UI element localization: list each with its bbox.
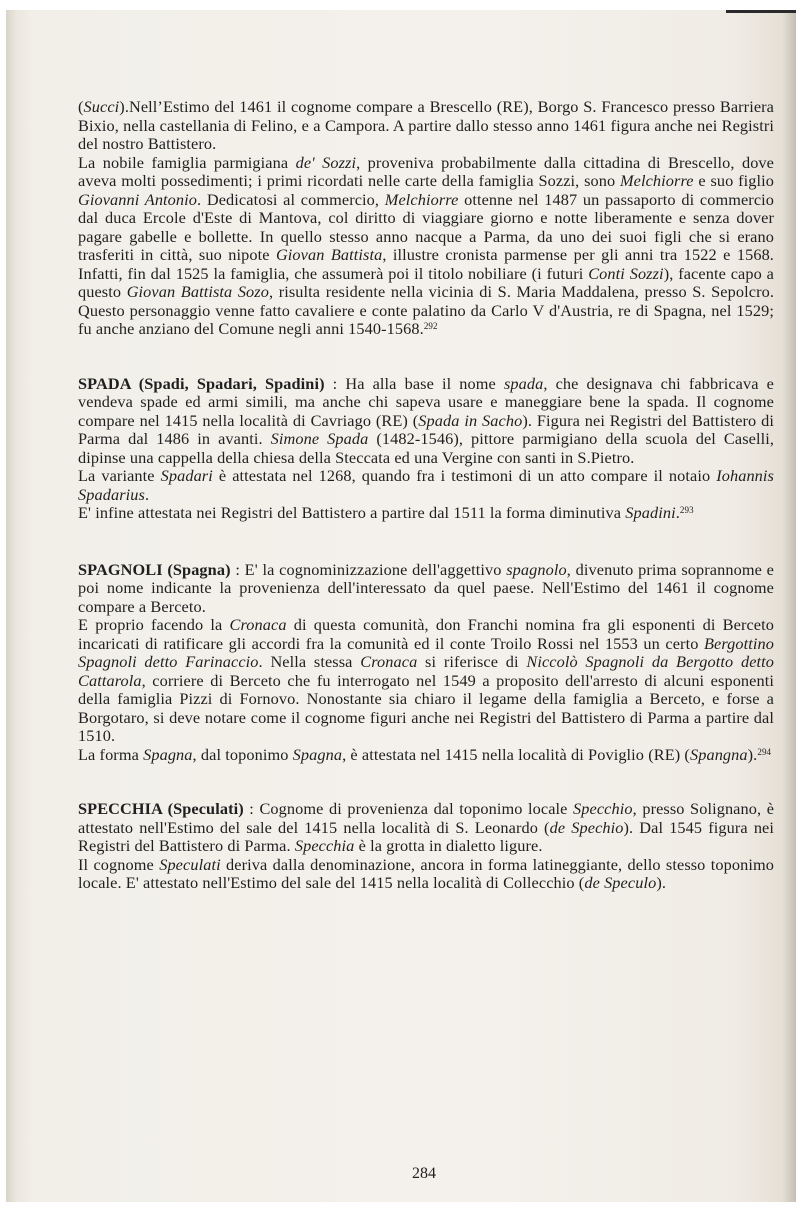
italic-term: Giovan Battista Sozo xyxy=(126,282,269,301)
entry-spagnoli xyxy=(78,561,774,765)
italic-term: Specchio xyxy=(573,799,633,818)
italic-term: Simone Spada xyxy=(270,429,369,448)
italic-term: Niccolò Spagnoli da Bergotto detto Cattarola xyxy=(78,652,775,690)
page-spine-shadow xyxy=(782,10,796,1202)
italic-term: Spagna xyxy=(143,744,193,764)
entry-specchia xyxy=(78,800,774,893)
italic-term: Spadini xyxy=(625,503,676,522)
italic-term: de' Sozzi xyxy=(295,152,357,172)
italic-term: Speculati xyxy=(159,854,221,874)
italic-term: spagnolo xyxy=(506,559,567,579)
italic-term: Giovanni Antonio xyxy=(78,189,198,209)
italic-term: Melchiorre xyxy=(384,189,459,209)
footnote-ref: 294 xyxy=(757,746,772,757)
italic-term: Spadari xyxy=(160,466,213,485)
entry-spada-p2: La variante Spadari è attestata nel 1268, quando fra i testimoni di un atto compare il notaio Iohannis Spadarius. xyxy=(78,466,774,504)
italic-term: Conti Sozzi xyxy=(588,263,664,283)
entry-headword: SPADA (Spadi, Spadari, Spadini) xyxy=(78,373,325,393)
entry-spada xyxy=(78,375,774,523)
page-number: 284 xyxy=(412,1165,436,1182)
entry-specchia-p1: SPECCHIA (Speculati) : Cognome di provenienza dal toponimo locale Specchio, presso Solignano, è attestato nell'Estimo del sale del 1415 nella località di S. Leonardo (de Spechio). Dal 1545 figura nei Registri del Battistero di Parma. Specchia è la grotta in dialetto ligure. xyxy=(78,799,775,855)
italic-term: Bergottino Spagnoli detto Farinaccio xyxy=(78,633,774,671)
page-corner-mark xyxy=(726,10,796,13)
italic-term: Melchiorre xyxy=(619,171,694,190)
footnote-ref: 293 xyxy=(679,505,694,515)
italic-term: Cronaca xyxy=(360,652,418,671)
italic-term: Giovan Battista xyxy=(275,245,383,264)
italic-term: Spagna xyxy=(292,744,343,764)
page-body xyxy=(78,98,774,893)
entry-specchia-p2: Il cognome Speculati deriva dalla denominazione, ancora in forma latineggiante, dello stesso toponimo locale. E' attestato nell'Estimo del sale del 1415 nella località di Collecchio (de Speculo). xyxy=(78,854,774,892)
italic-term: Spangna xyxy=(689,744,748,764)
footnote-ref: 292 xyxy=(423,321,438,331)
italic-term: de Spechio xyxy=(549,817,624,837)
entry-headword: SPECCHIA (Speculati) xyxy=(78,799,244,818)
intro-paragraph-1: (Succi).Nell’Estimo del 1461 il cognome compare a Brescello (RE), Borgo S. Francesco presso Barriera Bixio, nella castellania di Felino, e a Campora. A partire dallo stesso anno 1461 figura anche nei Registri del nostro Battistero. xyxy=(78,97,774,153)
entry-spada-p1: SPADA (Spadi, Spadari, Spadini) : Ha alla base il nome spada, che designava chi fabbricava e vendeva spade ed armi simili, ma anche chi sapeva usare e maneggiare bene la spada. Il cognome compare nel 1415 nella località di Cavriago (RE) (Spada in Sacho). Figura nei Registri del Battistero di Parma dal 1486 in avanti. Simone Spada (1482-1546), pittore parmigiano della scuola del Caselli, dipinse una cappella della chiesa della Steccata ed una Vergine con santi in S.Pietro. xyxy=(78,373,774,467)
italic-term: spada xyxy=(503,373,544,393)
entry-spagnoli-p2: E proprio facendo la Cronaca di questa comunità, don Franchi nomina fra gli esponenti di Berceto incaricati di ratificare gli accordi fra la comunità ed il conte Troilo Rossi nel 1553 un certo Bergottino Spagnoli detto Farinaccio. Nella stessa Cronaca si riferisce di Niccolò Spagnoli da Bergotto detto Cattarola, corriere di Berceto che fu interrogato nel 1549 a proposito dell'arresto di alcuni esponenti della famiglia Pizzi di Fornovo. Nonostante sia chiaro il legame della famiglia a Berceto, e forse a Borgotaro, si deve notare come il cognome figuri anche nei Registri del Battistero di Parma a partire dal 1510. xyxy=(78,615,775,745)
italic-term: Succi xyxy=(83,97,120,116)
entry-spada-p3: E' infine attestata nei Registri del Battistero a partire dal 1511 la forma diminutiva Spadini.$^{293}$ xyxy=(78,503,694,522)
italic-term: Iohannis Spadarius xyxy=(78,466,774,504)
italic-term: Cronaca xyxy=(229,615,287,634)
italic-term: Specchia xyxy=(294,836,355,855)
entry-spagnoli-p1: SPAGNOLI (Spagna) : E' la cognominizzazione dell'aggettivo spagnolo, divenuto prima soprannome e poi nome indicante la provenienza dell'interessato da quel paese. Nell'Estimo del 1461 il cognome compare a Berceto. xyxy=(78,559,774,616)
entry-spagnoli-p3: La forma Spagna, dal toponimo Spagna, è attestata nel 1415 nella località di Poviglio (RE) (Spangna).$^{294}$ xyxy=(78,744,772,764)
italic-term: de Speculo xyxy=(584,873,657,892)
italic-term: Spada in Sacho xyxy=(418,410,523,430)
intro-paragraph-2: La nobile famiglia parmigiana de' Sozzi, proveniva probabilmente dalla cittadina di Brescello, dove aveva molti possedimenti; i primi ricordati nelle carte della famiglia Sozzi, sono Melchiorre e suo figlio Giovanni Antonio. Dedicatosi al commercio, Melchiorre ottenne nel 1487 un passaporto di commercio dal duca Ercole d'Este di Mantova, col diritto di viaggiare giorno e notte liberamente e senza dover pagare gabelle e bollette. In quello stesso anno nacque a Parma, da uno dei suoi figli che si erano trasferiti in città, suo nipote Giovan Battista, illustre cronista parmense per gli anni tra 1522 e 1568. Infatti, fin dal 1525 la famiglia, che assumerà poi il titolo nobiliare (i futuri Conti Sozzi), facente capo a questo Giovan Battista Sozo, risulta residente nella vicinia di S. Maria Maddalena, presso S. Sepolcro. Questo personaggio venne fatto cavaliere e conte palatino da Carlo V d'Austria, re di Spagna, nel 1529; fu anche anziano del Comune negli anni 1540-1568.$^{292}$ xyxy=(78,152,775,338)
entry-headword: SPAGNOLI (Spagna) xyxy=(78,559,231,579)
book-page xyxy=(6,10,796,1202)
